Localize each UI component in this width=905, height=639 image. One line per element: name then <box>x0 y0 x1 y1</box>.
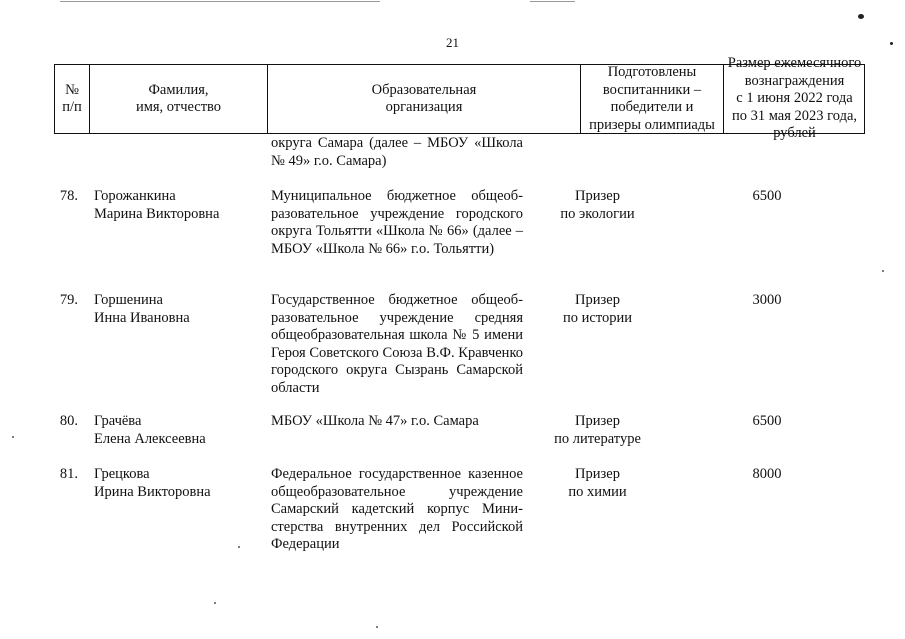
row-name: Грачёва Елена Алексеевна <box>94 413 206 447</box>
row-amount: 3000 <box>752 292 782 308</box>
page-number: 21 <box>446 35 459 50</box>
scan-speck <box>882 270 884 272</box>
row-amount: 6500 <box>752 188 782 204</box>
row-organization: Федеральное государственное казенное общеобразовательное учреждение Самарский кадетский корпус Министерства внутренних дел Российской Федерации <box>271 466 523 552</box>
row-name: Грецкова Ирина Викторовна <box>94 466 211 500</box>
row-amount: 6500 <box>752 413 782 429</box>
header-cell-organization: Образовательная организация <box>268 65 581 133</box>
scan-edge-line <box>60 1 380 2</box>
row-amount: 8000 <box>752 466 782 482</box>
row-name: Горшенина Инна Ивановна <box>94 292 190 326</box>
row-organization: Муниципальное бюджетное общеобразовательное учреждение городского округа Тольятти «Школа № 66» (далее – МБОУ «Школа № 66» г.о. Тольятти) <box>271 188 523 257</box>
header-cell-amount: Размер ежемесячного вознаграждения с 1 июня 2022 года по 31 мая 2023 года, рублей <box>727 55 862 142</box>
scan-speck <box>214 602 216 604</box>
scan-edge-line <box>530 1 575 2</box>
row-award: Призер по литературе <box>554 413 641 447</box>
row-award: Призер по истории <box>563 292 632 326</box>
header-cell-prepared: Подготовлены воспитанники – победители и призеры олимпиады <box>581 65 724 133</box>
scan-speck <box>858 14 864 19</box>
row-name: Горожанкина Марина Викторовна <box>94 188 220 222</box>
scan-speck <box>376 626 378 628</box>
row-organization: Государственное бюджетное общеобразовательное учреждение средняя общеобразовательная школа № 5 имени Героя Советского Союза В.Ф. Кравченко городского округа Сызрань Самарской области <box>271 292 523 396</box>
row-number: 81. <box>59 466 78 482</box>
scan-speck <box>238 546 240 548</box>
row-number: 79. <box>59 292 78 308</box>
row-award: Призер по химии <box>568 466 627 500</box>
scan-speck <box>12 436 14 438</box>
header-cell-name: Фамилия, имя, отчество <box>90 65 268 133</box>
continuation-text: округа Самара (далее – МБОУ «Школа № 49» г.о. Самара) <box>271 135 523 169</box>
table-header <box>54 55 865 142</box>
row-organization: МБОУ «Школа № 47» г.о. Самара <box>271 413 479 429</box>
row-number: 80. <box>59 413 78 429</box>
scan-speck <box>890 42 893 45</box>
header-cell-number: № п/п <box>55 65 90 133</box>
row-number: 78. <box>59 188 78 204</box>
row-award: Призер по экологии <box>560 188 635 222</box>
